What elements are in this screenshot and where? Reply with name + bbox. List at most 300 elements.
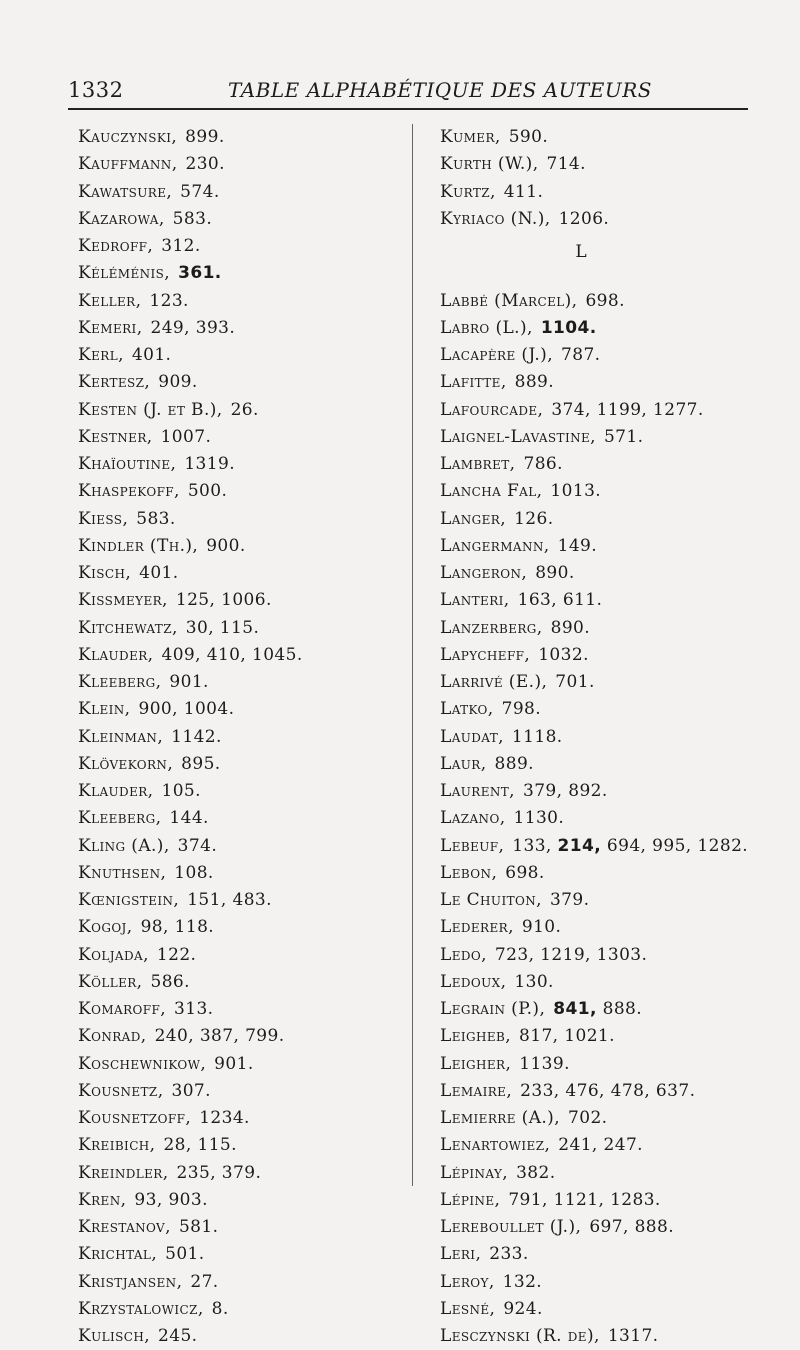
page-references (523, 454, 562, 474)
page-references (188, 481, 227, 501)
author-name: Kitchewatz , (78, 618, 178, 638)
index-entry (440, 1023, 780, 1050)
author-name: Krichtal , (78, 1244, 157, 1264)
page-references (206, 536, 245, 556)
page-ref: 401. (131, 345, 172, 365)
page-references (495, 945, 647, 965)
author-name: Lederer , (440, 917, 514, 937)
author-name: Kerl , (78, 345, 124, 365)
page-ref: 888. (602, 999, 643, 1019)
page-references (551, 400, 703, 420)
page-ref: 889. (494, 753, 534, 774)
index-entry (78, 642, 408, 669)
author-name: Leroy , (440, 1272, 495, 1292)
index-entry (440, 860, 780, 887)
page-ref: 130. (514, 971, 554, 992)
index-entry (440, 1051, 780, 1078)
index-entry (78, 696, 408, 723)
author-name: Kling (A.) , (78, 836, 170, 856)
page-ref: 500. (187, 481, 228, 502)
index-entry (440, 887, 780, 914)
page-ref: 583. (136, 508, 176, 529)
author-name: Kreindler , (78, 1163, 169, 1183)
page-ref: 900, 1004. (138, 699, 235, 720)
author-name: Lanzerberg , (440, 618, 543, 638)
index-entry (440, 914, 780, 941)
page-references (589, 1217, 674, 1237)
page-references (547, 154, 586, 174)
page-ref: 787. (561, 345, 601, 365)
page-references (504, 182, 543, 202)
index-entry (440, 1323, 780, 1350)
page-ref: 697, 888. (589, 1217, 675, 1237)
index-entry (440, 1296, 780, 1323)
index-entry (440, 424, 780, 451)
page-references (155, 1026, 285, 1046)
page-references (231, 400, 259, 420)
page-ref: 723, 1219, 1303. (494, 944, 648, 965)
page-references (516, 1163, 555, 1183)
index-entry (78, 615, 408, 642)
page-ref: 1118. (511, 726, 563, 747)
author-name: Kissmeyer , (78, 590, 168, 610)
index-entry (78, 369, 408, 396)
page-references (177, 1163, 262, 1183)
index-entry (440, 179, 780, 206)
index-entry (440, 642, 780, 669)
page-ref: 235, 379. (176, 1162, 262, 1183)
author-name: Köller , (78, 972, 142, 992)
page-ref: 313. (174, 999, 214, 1019)
page-ref: 909. (158, 372, 198, 393)
author-name: Kleeberg , (78, 808, 161, 828)
page-ref: 698. (505, 862, 545, 883)
page-ref: 889. (514, 372, 555, 393)
page-references (538, 645, 589, 665)
page-references (512, 836, 748, 856)
page-references (514, 509, 553, 529)
index-entry (78, 669, 408, 696)
index-entry (440, 696, 780, 723)
author-name: Koschewnikow , (78, 1054, 206, 1074)
page-ref: 901. (214, 1053, 254, 1074)
index-entry (440, 669, 780, 696)
author-name: Lesné , (440, 1299, 495, 1319)
index-entry (78, 288, 408, 315)
page-references (519, 1026, 615, 1046)
index-entry (78, 233, 408, 260)
page-ref: 30, 115. (185, 617, 260, 638)
page-references (150, 972, 189, 992)
author-name: Kindler (Th.) , (78, 536, 198, 556)
principal-page-ref: 361. (178, 263, 222, 284)
author-name: Khaspekoff , (78, 481, 180, 501)
page-references (503, 1272, 542, 1292)
index-entry (440, 969, 780, 996)
index-entry (440, 397, 780, 424)
page-references (139, 563, 178, 583)
page-ref: 1032. (538, 644, 589, 665)
page-ref: 8. (211, 1298, 229, 1319)
page-ref: 1007. (160, 426, 212, 447)
page-ref: 133, (512, 835, 552, 856)
index-entry (440, 1214, 780, 1241)
index-entry (78, 887, 408, 914)
page-references (214, 1054, 253, 1074)
page-ref: 583. (172, 208, 213, 229)
page-references (520, 1081, 695, 1101)
page-ref: 149. (557, 535, 598, 556)
page-references (190, 1272, 218, 1292)
principal-page-ref: 841, (553, 999, 597, 1019)
page-ref: 409, 410, 1045. (161, 644, 303, 665)
author-name: Kawatsure , (78, 182, 172, 202)
page-references (561, 345, 600, 365)
page-ref: 1206. (558, 208, 610, 229)
page-references (173, 209, 212, 229)
page-references (523, 781, 608, 801)
index-entry (78, 1051, 408, 1078)
index-entry (440, 587, 780, 614)
index-entry (78, 315, 408, 342)
page-references (149, 291, 188, 311)
page-references (169, 672, 208, 692)
running-header (68, 78, 750, 108)
author-name: Lenartowiez , (440, 1135, 550, 1155)
author-name: Kulisch , (78, 1326, 150, 1346)
page-ref: 379, 892. (522, 781, 608, 801)
index-entry (440, 560, 780, 587)
page-references (161, 781, 200, 801)
index-entry (440, 533, 780, 560)
index-entry (440, 751, 780, 778)
page-ref: 1142. (171, 726, 222, 747)
author-name: Lapycheff , (440, 645, 530, 665)
author-name: Kisch , (78, 563, 131, 583)
author-name: Kousnetzoff , (78, 1108, 191, 1128)
page-references (176, 590, 272, 610)
page-references (179, 1217, 218, 1237)
page-ref: 307. (171, 1080, 211, 1101)
page-ref: 1317. (607, 1326, 659, 1346)
page-references (165, 1244, 204, 1264)
author-name: Kesten (J. et B.) , (78, 400, 223, 420)
author-name: Lebon , (440, 863, 497, 883)
page-ref: 586. (150, 971, 190, 992)
page-references (515, 372, 554, 392)
index-entry (440, 1105, 780, 1132)
author-name: Lemaire , (440, 1081, 512, 1101)
author-name: Kreibich , (78, 1135, 155, 1155)
section-letter: L (575, 242, 587, 262)
page-references (522, 917, 561, 937)
author-name: Kertesz , (78, 372, 150, 392)
author-name: Klövekorn , (78, 754, 173, 774)
page-ref: 240, 387, 799. (154, 1026, 285, 1047)
index-entry (78, 1132, 408, 1159)
index-entry (78, 1323, 408, 1350)
page-references (514, 972, 553, 992)
page-ref: 899. (185, 127, 225, 147)
page-ref: 26. (230, 399, 259, 420)
page-references (550, 481, 601, 501)
index-entry (78, 724, 408, 751)
author-name: Kleinman , (78, 727, 163, 747)
index-entry (78, 560, 408, 587)
author-name: Kauffmann , (78, 154, 178, 174)
author-name: Klauder , (78, 645, 153, 665)
index-entry (78, 179, 408, 206)
author-name: Kiess , (78, 509, 128, 529)
page-ref: 163, 611. (517, 590, 603, 611)
page-references (184, 454, 235, 474)
index-entry (78, 424, 408, 451)
index-entry (78, 151, 408, 178)
author-name: Leigheb , (440, 1026, 511, 1046)
author-name: Laur , (440, 754, 487, 774)
page-references (505, 863, 544, 883)
page-references (558, 1135, 643, 1155)
page-ref: 1130. (513, 808, 565, 829)
page-references (604, 427, 643, 447)
author-name: Khaïoutine , (78, 454, 176, 474)
index-entry (78, 124, 408, 151)
author-name: Langer , (440, 509, 506, 529)
index-entry (78, 260, 408, 287)
author-name: Kousnetz , (78, 1081, 164, 1101)
page-references (157, 945, 196, 965)
author-name: Krestanov , (78, 1217, 171, 1237)
page-ref: 890. (535, 563, 575, 583)
page-references (518, 590, 603, 610)
page-references (174, 999, 213, 1019)
index-entry (440, 724, 780, 751)
author-name: Lafitte , (440, 372, 507, 392)
page-references (169, 808, 208, 828)
page-ref: 900. (206, 535, 246, 556)
index-entry (78, 1187, 408, 1214)
page-ref: 1234. (199, 1108, 250, 1128)
author-name: Le Chuiton , (440, 890, 542, 910)
author-name: Leigher , (440, 1054, 511, 1074)
page-references (489, 1244, 528, 1264)
author-name: Lazano , (440, 808, 506, 828)
author-name: Kristjansen , (78, 1272, 182, 1292)
index-entry (78, 805, 408, 832)
author-name: Kurtz , (440, 182, 496, 202)
author-name: Legrain (P.) , (440, 999, 545, 1019)
author-name: Kren , (78, 1190, 126, 1210)
page-references (512, 727, 563, 747)
index-entry (78, 206, 408, 233)
author-name: Kedroff , (78, 236, 153, 256)
page-references (558, 536, 597, 556)
author-name: Lebeuf , (440, 836, 504, 856)
index-entry (440, 778, 780, 805)
page-references (199, 1108, 250, 1128)
index-entry (78, 833, 408, 860)
author-name: Komaroff , (78, 999, 166, 1019)
page-references (555, 672, 594, 692)
index-entry (78, 1296, 408, 1323)
index-entry (440, 478, 780, 505)
page-ref: 98, 118. (140, 917, 215, 938)
page-ref: 132. (502, 1271, 543, 1292)
page-ref: 123. (149, 290, 189, 311)
page-ref: 791, 1121, 1283. (508, 1189, 661, 1210)
page-ref: 245. (158, 1326, 198, 1346)
author-name: Labro (L.) , (440, 318, 533, 338)
index-entry (78, 914, 408, 941)
index-entry (78, 587, 408, 614)
page-references (161, 427, 212, 447)
index-entry (440, 506, 780, 533)
left-column (78, 124, 408, 1350)
author-name: Lanteri , (440, 590, 510, 610)
page-references (553, 999, 642, 1019)
author-name: Lépine , (440, 1190, 500, 1210)
page-ref: 1319. (184, 454, 236, 474)
page-number: 1332 (68, 78, 124, 102)
page-ref: 28, 115. (163, 1135, 237, 1156)
author-name: Lemierre (A.) , (440, 1108, 560, 1128)
index-entry (440, 288, 780, 315)
page-references (178, 836, 217, 856)
page-ref: 698. (585, 290, 625, 311)
page-references (550, 890, 589, 910)
index-entry (440, 342, 780, 369)
index-entry (440, 1132, 780, 1159)
page-ref: 590. (508, 127, 549, 147)
page-ref: 105. (161, 781, 201, 801)
author-name: Kazarowa , (78, 209, 165, 229)
author-name: Labbé (Marcel) , (440, 291, 577, 311)
page-references (535, 563, 574, 583)
page-ref: 1013. (550, 481, 602, 502)
page-references (509, 127, 548, 147)
author-name: Laignel-Lavastine , (440, 427, 596, 447)
page-references (163, 1135, 237, 1155)
page-ref: 910. (521, 917, 562, 938)
index-entry (440, 615, 780, 642)
page-references (134, 1190, 208, 1210)
author-name: Lancha Fal , (440, 481, 542, 501)
index-entry (78, 342, 408, 369)
index-entry (78, 942, 408, 969)
page-ref: 151, 483. (187, 890, 272, 910)
index-entry (440, 151, 780, 178)
author-name: Konrad , (78, 1026, 147, 1046)
author-name: Larrivé (E.) , (440, 672, 547, 692)
index-entry (78, 451, 408, 478)
column-divider (412, 124, 413, 1186)
page-references (186, 618, 260, 638)
index-entry (440, 1187, 780, 1214)
author-name: Kogoj , (78, 917, 133, 937)
index-entry (78, 751, 408, 778)
index-entry (78, 506, 408, 533)
index-entry (78, 1160, 408, 1187)
page-ref: 233, 476, 478, 637. (520, 1080, 696, 1101)
page-ref: 249, 393. (150, 317, 236, 338)
page-references (212, 1299, 229, 1319)
author-name: Klein , (78, 699, 130, 719)
page-ref: 786. (523, 454, 563, 474)
page-ref: 374, 1199, 1277. (551, 399, 704, 420)
page-ref: 901. (169, 672, 209, 692)
author-name: Langeron , (440, 563, 527, 583)
page-ref: 241, 247. (558, 1135, 643, 1156)
page-references (502, 699, 541, 719)
page-ref: 374. (177, 835, 218, 856)
index-entry (78, 1023, 408, 1050)
page-references (158, 1326, 197, 1346)
page-ref: 382. (516, 1162, 556, 1183)
page-references (161, 236, 200, 256)
index-entry (440, 451, 780, 478)
author-name: Latko , (440, 699, 494, 719)
page-ref: 574. (180, 181, 220, 202)
author-name: Koljada , (78, 945, 149, 965)
principal-page-ref: 214, (557, 835, 602, 856)
page-ref: 125, 1006. (175, 590, 272, 611)
author-name: Lépinay , (440, 1163, 508, 1183)
page-references (174, 863, 213, 883)
page-references (541, 318, 597, 338)
index-entry (78, 1269, 408, 1296)
author-name: Kumer , (440, 127, 501, 147)
author-name: Krzystalowicz , (78, 1299, 204, 1319)
index-entry (440, 315, 780, 342)
author-name: Laudat , (440, 727, 504, 747)
index-entry (440, 1078, 780, 1105)
index-entry (78, 1214, 408, 1241)
page-ref: 312. (161, 236, 201, 256)
author-name: Keller , (78, 291, 141, 311)
page-ref: 924. (503, 1298, 543, 1319)
page-ref: 571. (603, 426, 644, 447)
index-entry (78, 478, 408, 505)
author-name: Kestner , (78, 427, 153, 447)
index-entry (78, 1078, 408, 1105)
page-references (158, 372, 197, 392)
page-references (185, 127, 224, 147)
page-ref: 501. (165, 1244, 205, 1265)
author-name: Lacapère (J.) , (440, 345, 553, 365)
page-ref: 126. (514, 508, 554, 529)
author-name: Knuthsen , (78, 863, 166, 883)
page-references (172, 1081, 211, 1101)
page-ref: 694, 995, 1282. (606, 835, 749, 856)
page-references (181, 754, 220, 774)
page-references (508, 1190, 660, 1210)
page-ref: 233. (489, 1244, 529, 1265)
page-references (178, 263, 222, 283)
index-entry (78, 1105, 408, 1132)
index-entry (78, 533, 408, 560)
page-references (551, 618, 590, 638)
page-ref: 27. (190, 1271, 219, 1292)
page-references (495, 754, 534, 774)
page-references (585, 291, 624, 311)
index-entry (440, 1241, 780, 1268)
page-references (186, 154, 225, 174)
page-ref: 93, 903. (134, 1189, 208, 1210)
author-name: Kauczynski , (78, 127, 177, 147)
page-references (141, 917, 215, 937)
author-name: Klauder , (78, 781, 153, 801)
index-entry (440, 996, 780, 1023)
